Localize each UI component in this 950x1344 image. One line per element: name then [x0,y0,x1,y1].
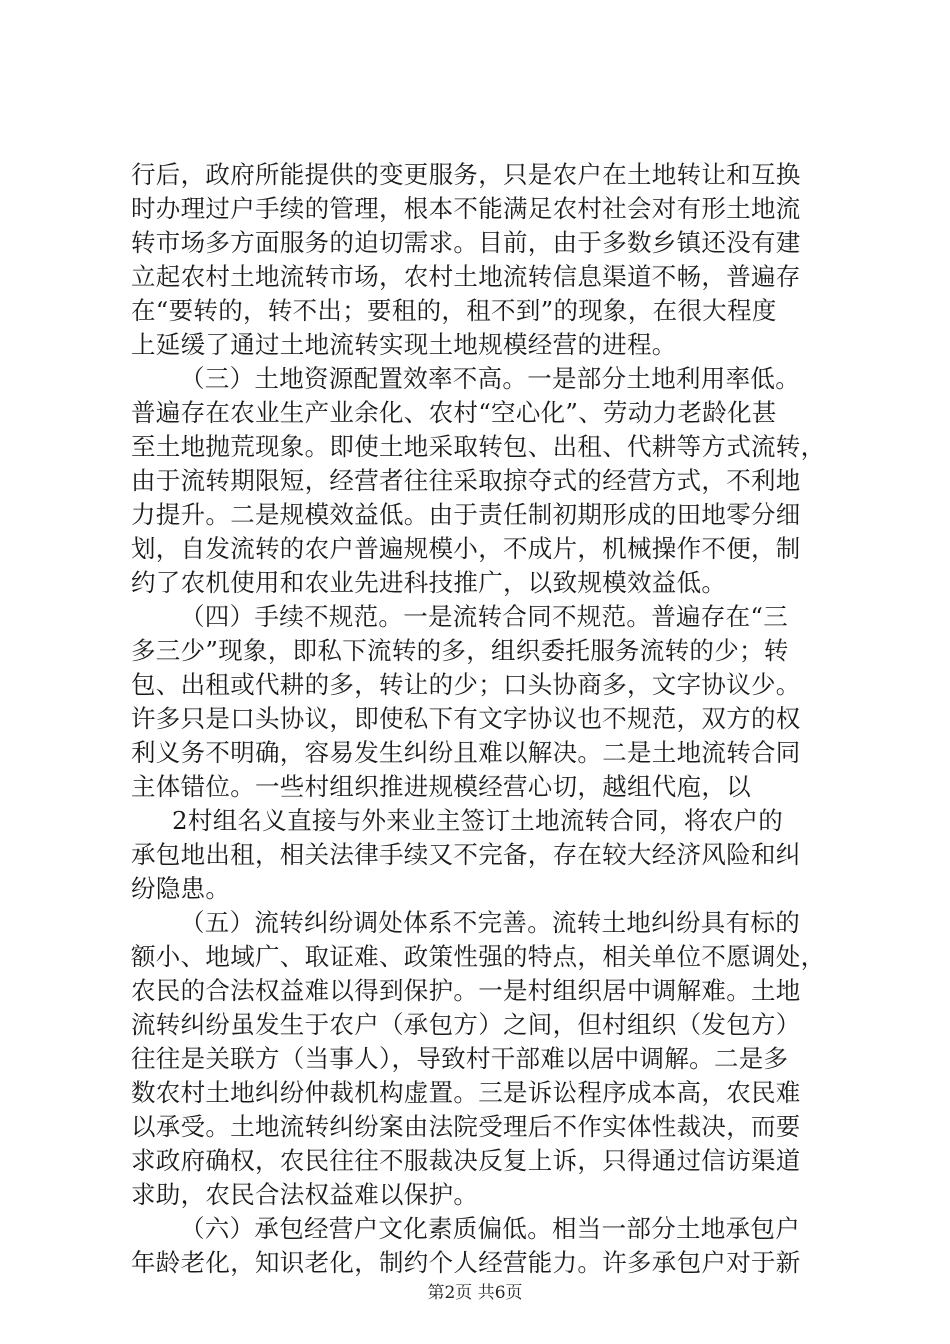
text-line: 主体错位。一些村组织推进规模经营心切，越组代庖，以 [131,772,751,801]
text-line: 力提升。二是规模效益低。由于责任制初期形成的田地零分细 [131,500,801,529]
text-line: 划，自发流转的农户普遍规模小，不成片，机械操作不便，制 [131,534,801,563]
text-line: 约了农机使用和农业先进科技推广，以致规模效益低。 [131,568,727,597]
text-line: 立起农村土地流转市场，农村土地流转信息渠道不畅，普遍存 [131,262,801,291]
text-line: 包、出租或代耕的多，转让的少；口头协商多，文字协议少。 [131,670,801,699]
text-line: 普遍存在农业生产业余化、农村“空心化”、劳动力老龄化甚 [131,398,777,427]
text-line: 时办理过户手续的管理，根本不能满足农村社会对有形土地流 [131,194,801,223]
text-line: 上延缓了通过土地流转实现土地规模经营的进程。 [131,330,677,359]
text-line: 数农村土地纠纷仲裁机构虚置。三是诉讼程序成本高，农民难 [131,1078,801,1107]
text-line: 年龄老化，知识老化，制约个人经营能力。许多承包户对于新 [131,1248,801,1277]
text-line: 由于流转期限短，经营者往往采取掠夺式的经营方式，不利地 [131,466,801,495]
text-line: 2村组名义直接与外来业主签订土地流转合同，将农户的 [172,806,784,835]
text-line: 以承受。土地流转纠纷案由法院受理后不作实体性裁决，而要 [131,1112,801,1141]
section-heading-line: （三）土地资源配置效率不高。一是部分土地利用率低。 [180,364,800,393]
section-heading-line: （四）手续不规范。一是流转合同不规范。普遍存在“三 [180,602,789,631]
text-line: 多三少”现象，即私下流转的多，组织委托服务流转的少；转 [131,636,789,665]
text-line: 求助，农民合法权益难以保护。 [131,1180,479,1209]
text-line: 额小、地域广、取证难、政策性强的特点，相关单位不愿调处， [131,942,826,971]
section-heading-line: （六）承包经营户文化素质偏低。相当一部分土地承包户 [180,1214,800,1243]
text-line: 求政府确权，农民往往不服裁决反复上诉，只得通过信访渠道 [131,1146,801,1175]
text-line: 行后，政府所能提供的变更服务，只是农户在土地转让和互换 [131,160,801,189]
text-line: 许多只是口头协议，即使私下有文字协议也不规范，双方的权 [131,704,801,733]
text-line: 利义务不明确，容易发生纠纷且难以解决。二是土地流转合同 [131,738,801,767]
section-heading-line: （五）流转纠纷调处体系不完善。流转土地纠纷具有标的 [180,908,800,937]
text-line: 至土地抛荒现象。即使土地采取转包、出租、代耕等方式流转， [131,432,826,461]
text-line: 承包地出租，相关法律手续又不完备，存在较大经济风险和纠 [131,840,801,869]
text-line: 流转纠纷虽发生于农户（承包方）之间，但村组织（发包方） [131,1010,801,1039]
text-line: 在“要转的，转不出；要租的，租不到”的现象，在很大程度 [131,296,777,325]
body-text [131,158,831,1280]
text-line: 转市场多方面服务的迫切需求。目前，由于多数乡镇还没有建 [131,228,801,257]
text-line: 往往是关联方（当事人），导致村干部难以居中调解。二是多 [131,1044,789,1073]
page-number-footer: 第2页 共6页 [427,1283,523,1303]
text-line: 农民的合法权益难以得到保护。一是村组织居中调解难。土地 [131,976,801,1005]
text-line: 纷隐患。 [131,874,231,903]
